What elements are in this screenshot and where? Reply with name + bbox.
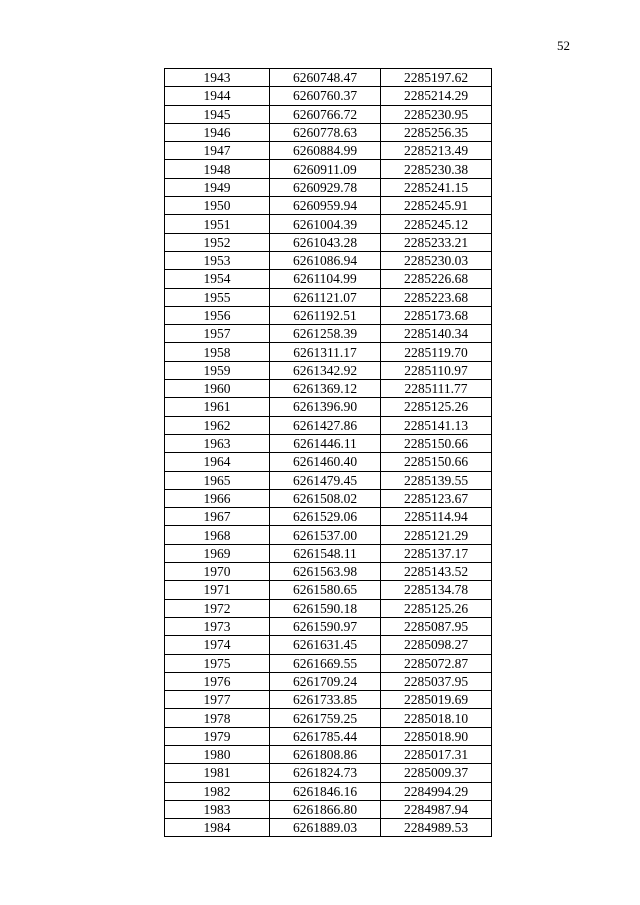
y-coordinate-cell: 2285114.94 (381, 508, 492, 526)
x-coordinate-cell: 6261669.55 (270, 654, 381, 672)
y-coordinate-cell: 2285150.66 (381, 453, 492, 471)
year-cell: 1961 (165, 398, 270, 416)
year-cell: 1972 (165, 599, 270, 617)
y-coordinate-cell: 2285121.29 (381, 526, 492, 544)
table-row (165, 325, 492, 343)
y-coordinate-cell: 2285110.97 (381, 361, 492, 379)
table-row (165, 434, 492, 452)
x-coordinate-cell: 6261192.51 (270, 306, 381, 324)
x-coordinate-cell: 6261369.12 (270, 380, 381, 398)
x-coordinate-cell: 6260884.99 (270, 142, 381, 160)
x-coordinate-cell: 6261785.44 (270, 727, 381, 745)
y-coordinate-cell: 2285009.37 (381, 764, 492, 782)
table-row (165, 343, 492, 361)
year-cell: 1960 (165, 380, 270, 398)
x-coordinate-cell: 6261824.73 (270, 764, 381, 782)
y-coordinate-cell: 2285111.77 (381, 380, 492, 398)
x-coordinate-cell: 6261631.45 (270, 636, 381, 654)
x-coordinate-cell: 6261258.39 (270, 325, 381, 343)
x-coordinate-cell: 6261529.06 (270, 508, 381, 526)
y-coordinate-cell: 2285230.03 (381, 251, 492, 269)
y-coordinate-cell: 2285072.87 (381, 654, 492, 672)
table-row (165, 178, 492, 196)
year-cell: 1976 (165, 672, 270, 690)
x-coordinate-cell: 6261121.07 (270, 288, 381, 306)
y-coordinate-cell: 2284994.29 (381, 782, 492, 800)
year-cell: 1947 (165, 142, 270, 160)
year-cell: 1955 (165, 288, 270, 306)
table-row (165, 87, 492, 105)
table-row (165, 764, 492, 782)
coordinates-table (164, 68, 492, 837)
x-coordinate-cell: 6261427.86 (270, 416, 381, 434)
year-cell: 1974 (165, 636, 270, 654)
y-coordinate-cell: 2285019.69 (381, 691, 492, 709)
year-cell: 1967 (165, 508, 270, 526)
y-coordinate-cell: 2285140.34 (381, 325, 492, 343)
table-row (165, 636, 492, 654)
table-row (165, 526, 492, 544)
x-coordinate-cell: 6260911.09 (270, 160, 381, 178)
year-cell: 1951 (165, 215, 270, 233)
y-coordinate-cell: 2285119.70 (381, 343, 492, 361)
y-coordinate-cell: 2285087.95 (381, 617, 492, 635)
year-cell: 1962 (165, 416, 270, 434)
year-cell: 1963 (165, 434, 270, 452)
y-coordinate-cell: 2284987.94 (381, 800, 492, 818)
year-cell: 1957 (165, 325, 270, 343)
y-coordinate-cell: 2285018.90 (381, 727, 492, 745)
x-coordinate-cell: 6261086.94 (270, 251, 381, 269)
year-cell: 1943 (165, 69, 270, 87)
x-coordinate-cell: 6261580.65 (270, 581, 381, 599)
page-number: 52 (557, 38, 570, 53)
table-row (165, 727, 492, 745)
y-coordinate-cell: 2285173.68 (381, 306, 492, 324)
table-row (165, 270, 492, 288)
table-row (165, 453, 492, 471)
y-coordinate-cell: 2285143.52 (381, 563, 492, 581)
table-row (165, 416, 492, 434)
y-coordinate-cell: 2285017.31 (381, 745, 492, 763)
y-coordinate-cell: 2285230.38 (381, 160, 492, 178)
year-cell: 1969 (165, 544, 270, 562)
x-coordinate-cell: 6260959.94 (270, 197, 381, 215)
year-cell: 1956 (165, 306, 270, 324)
x-coordinate-cell: 6261004.39 (270, 215, 381, 233)
table-row (165, 142, 492, 160)
x-coordinate-cell: 6260766.72 (270, 105, 381, 123)
year-cell: 1944 (165, 87, 270, 105)
year-cell: 1983 (165, 800, 270, 818)
x-coordinate-cell: 6261311.17 (270, 343, 381, 361)
x-coordinate-cell: 6261537.00 (270, 526, 381, 544)
year-cell: 1954 (165, 270, 270, 288)
y-coordinate-cell: 2285141.13 (381, 416, 492, 434)
year-cell: 1966 (165, 489, 270, 507)
table-row (165, 819, 492, 837)
table-row (165, 563, 492, 581)
year-cell: 1946 (165, 123, 270, 141)
table-row (165, 617, 492, 635)
x-coordinate-cell: 6261590.97 (270, 617, 381, 635)
year-cell: 1982 (165, 782, 270, 800)
x-coordinate-cell: 6261508.02 (270, 489, 381, 507)
year-cell: 1981 (165, 764, 270, 782)
x-coordinate-cell: 6261043.28 (270, 233, 381, 251)
x-coordinate-cell: 6261889.03 (270, 819, 381, 837)
table-row (165, 471, 492, 489)
y-coordinate-cell: 2285037.95 (381, 672, 492, 690)
x-coordinate-cell: 6260748.47 (270, 69, 381, 87)
table-row (165, 105, 492, 123)
table-row (165, 654, 492, 672)
y-coordinate-cell: 2285098.27 (381, 636, 492, 654)
table-row (165, 251, 492, 269)
x-coordinate-cell: 6261846.16 (270, 782, 381, 800)
year-cell: 1949 (165, 178, 270, 196)
year-cell: 1970 (165, 563, 270, 581)
year-cell: 1968 (165, 526, 270, 544)
x-coordinate-cell: 6261733.85 (270, 691, 381, 709)
year-cell: 1945 (165, 105, 270, 123)
table-row (165, 69, 492, 87)
y-coordinate-cell: 2285137.17 (381, 544, 492, 562)
x-coordinate-cell: 6261759.25 (270, 709, 381, 727)
y-coordinate-cell: 2285226.68 (381, 270, 492, 288)
y-coordinate-cell: 2285245.91 (381, 197, 492, 215)
table-row (165, 691, 492, 709)
x-coordinate-cell: 6261342.92 (270, 361, 381, 379)
year-cell: 1964 (165, 453, 270, 471)
table-row (165, 672, 492, 690)
y-coordinate-cell: 2285125.26 (381, 599, 492, 617)
table-row (165, 288, 492, 306)
year-cell: 1978 (165, 709, 270, 727)
y-coordinate-cell: 2285256.35 (381, 123, 492, 141)
x-coordinate-cell: 6260929.78 (270, 178, 381, 196)
x-coordinate-cell: 6261808.86 (270, 745, 381, 763)
table-row (165, 782, 492, 800)
table-row (165, 508, 492, 526)
table-row (165, 745, 492, 763)
table-row (165, 544, 492, 562)
table-row (165, 489, 492, 507)
year-cell: 1965 (165, 471, 270, 489)
year-cell: 1979 (165, 727, 270, 745)
y-coordinate-cell: 2285241.15 (381, 178, 492, 196)
table-row (165, 233, 492, 251)
y-coordinate-cell: 2285139.55 (381, 471, 492, 489)
table-row (165, 215, 492, 233)
year-cell: 1953 (165, 251, 270, 269)
y-coordinate-cell: 2284989.53 (381, 819, 492, 837)
year-cell: 1984 (165, 819, 270, 837)
y-coordinate-cell: 2285245.12 (381, 215, 492, 233)
year-cell: 1950 (165, 197, 270, 215)
table-body (165, 69, 492, 837)
table-row (165, 306, 492, 324)
x-coordinate-cell: 6261104.99 (270, 270, 381, 288)
y-coordinate-cell: 2285230.95 (381, 105, 492, 123)
table-row (165, 123, 492, 141)
x-coordinate-cell: 6261446.11 (270, 434, 381, 452)
x-coordinate-cell: 6261548.11 (270, 544, 381, 562)
x-coordinate-cell: 6261479.45 (270, 471, 381, 489)
table-row (165, 709, 492, 727)
x-coordinate-cell: 6261709.24 (270, 672, 381, 690)
y-coordinate-cell: 2285197.62 (381, 69, 492, 87)
year-cell: 1975 (165, 654, 270, 672)
table-row (165, 361, 492, 379)
table-row (165, 197, 492, 215)
year-cell: 1980 (165, 745, 270, 763)
y-coordinate-cell: 2285213.49 (381, 142, 492, 160)
x-coordinate-cell: 6261866.80 (270, 800, 381, 818)
y-coordinate-cell: 2285223.68 (381, 288, 492, 306)
year-cell: 1977 (165, 691, 270, 709)
x-coordinate-cell: 6261460.40 (270, 453, 381, 471)
table-row (165, 160, 492, 178)
x-coordinate-cell: 6261396.90 (270, 398, 381, 416)
table-row (165, 380, 492, 398)
y-coordinate-cell: 2285134.78 (381, 581, 492, 599)
y-coordinate-cell: 2285123.67 (381, 489, 492, 507)
x-coordinate-cell: 6261590.18 (270, 599, 381, 617)
y-coordinate-cell: 2285018.10 (381, 709, 492, 727)
year-cell: 1958 (165, 343, 270, 361)
table-row (165, 599, 492, 617)
year-cell: 1959 (165, 361, 270, 379)
x-coordinate-cell: 6261563.98 (270, 563, 381, 581)
y-coordinate-cell: 2285150.66 (381, 434, 492, 452)
y-coordinate-cell: 2285233.21 (381, 233, 492, 251)
y-coordinate-cell: 2285125.26 (381, 398, 492, 416)
y-coordinate-cell: 2285214.29 (381, 87, 492, 105)
table-row (165, 800, 492, 818)
year-cell: 1973 (165, 617, 270, 635)
year-cell: 1948 (165, 160, 270, 178)
table-row (165, 398, 492, 416)
x-coordinate-cell: 6260778.63 (270, 123, 381, 141)
x-coordinate-cell: 6260760.37 (270, 87, 381, 105)
year-cell: 1971 (165, 581, 270, 599)
year-cell: 1952 (165, 233, 270, 251)
table-row (165, 581, 492, 599)
